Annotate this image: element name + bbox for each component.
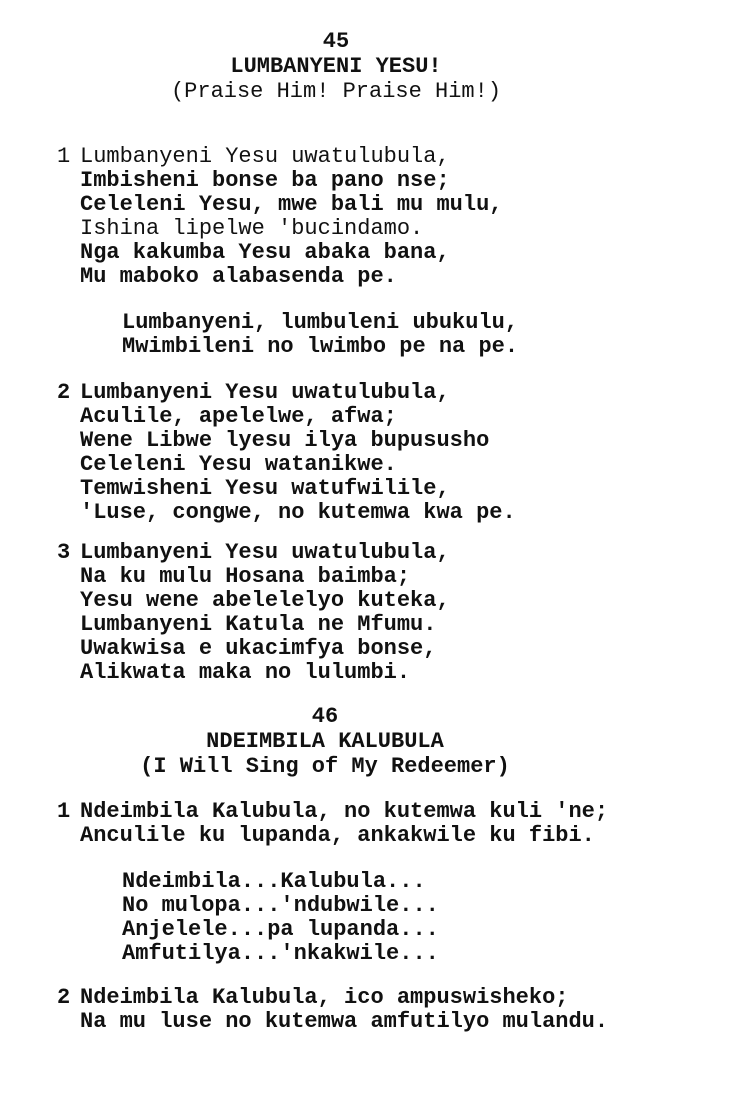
- lyric-line: Aculile, apelelwe, afwa;: [80, 404, 397, 429]
- lyric-line: Imbisheni bonse ba pano nse;: [80, 168, 450, 193]
- refrain-line: No mulopa...'ndubwile...: [122, 893, 439, 918]
- hymn-subtitle: (I Will Sing of My Redeemer): [140, 754, 510, 779]
- lyric-line: Na mu luse no kutemwa amfutilyo mulandu.: [80, 1009, 609, 1034]
- refrain-line: Anjelele...pa lupanda...: [122, 917, 439, 942]
- stanza-number: 1: [57, 799, 71, 824]
- stanza-lines: [80, 986, 608, 1034]
- hymn-45-header: [0, 29, 672, 104]
- lyric-line: Uwakwisa e ukacimfya bonse,: [80, 636, 437, 661]
- hymn-46-header: [0, 704, 650, 779]
- refrain-line: Lumbanyeni, lumbuleni ubukulu,: [122, 310, 519, 335]
- hymn-subtitle: (Praise Him! Praise Him!): [170, 79, 502, 104]
- hymn-number: 45: [322, 29, 350, 54]
- lyric-line: 'Luse, congwe, no kutemwa kwa pe.: [80, 500, 516, 525]
- stanza-lines: [80, 145, 502, 289]
- hymn-46-stanza-1: [57, 800, 608, 848]
- lyric-line: Anculile ku lupanda, ankakwile ku fibi.: [80, 823, 595, 848]
- lyric-line: Na ku mulu Hosana baimba;: [80, 564, 411, 589]
- stanza-lines: [80, 381, 516, 525]
- lyric-line: Lumbanyeni Yesu uwatulubula,: [80, 540, 450, 565]
- stanza-number: 2: [57, 380, 71, 405]
- hymn-45-stanza-1: [57, 145, 502, 289]
- lyric-line: Lumbanyeni Katula ne Mfumu.: [80, 612, 437, 637]
- refrain-line: Ndeimbila...Kalubula...: [122, 869, 426, 894]
- stanza-number: 2: [57, 985, 71, 1010]
- stanza-number: 3: [57, 540, 71, 565]
- refrain-line: Amfutilya...'nkakwile...: [122, 941, 439, 966]
- hymn-title: LUMBANYENI YESU!: [230, 54, 442, 79]
- refrain-line: Mwimbileni no lwimbo pe na pe.: [122, 334, 519, 359]
- lyric-line: Celeleni Yesu, mwe bali mu mulu,: [80, 192, 503, 217]
- hymn-45-stanza-3: [57, 541, 450, 685]
- hymn-title: NDEIMBILA KALUBULA: [206, 729, 444, 754]
- lyric-line: Mu maboko alabasenda pe.: [80, 264, 397, 289]
- lyric-line: Celeleni Yesu watanikwe.: [80, 452, 397, 477]
- lyric-line: Ndeimbila Kalubula, no kutemwa kuli 'ne;: [80, 799, 609, 824]
- lyric-line: Nga kakumba Yesu abaka bana,: [80, 240, 450, 265]
- lyric-line: Lumbanyeni Yesu uwatulubula,: [80, 144, 450, 169]
- lyric-line: Temwisheni Yesu watufwilile,: [80, 476, 450, 501]
- lyric-line: Wene Libwe lyesu ilya bupususho: [80, 428, 490, 453]
- hymn-45-stanza-2: [57, 381, 516, 525]
- hymn-46-stanza-2: [57, 986, 608, 1034]
- lyric-line: Lumbanyeni Yesu uwatulubula,: [80, 380, 450, 405]
- stanza-lines: [80, 541, 450, 685]
- stanza-lines: [80, 800, 608, 848]
- hymn-46-refrain: [122, 870, 439, 966]
- stanza-number: 1: [57, 144, 71, 169]
- lyric-line: Yesu wene abelelelyo kuteka,: [80, 588, 450, 613]
- lyric-line: Alikwata maka no lulumbi.: [80, 660, 411, 685]
- hymn-45-refrain: [122, 311, 518, 359]
- lyric-line: Ishina lipelwe 'bucindamo.: [80, 216, 424, 241]
- hymn-number: 46: [311, 704, 339, 729]
- lyric-line: Ndeimbila Kalubula, ico ampuswisheko;: [80, 985, 569, 1010]
